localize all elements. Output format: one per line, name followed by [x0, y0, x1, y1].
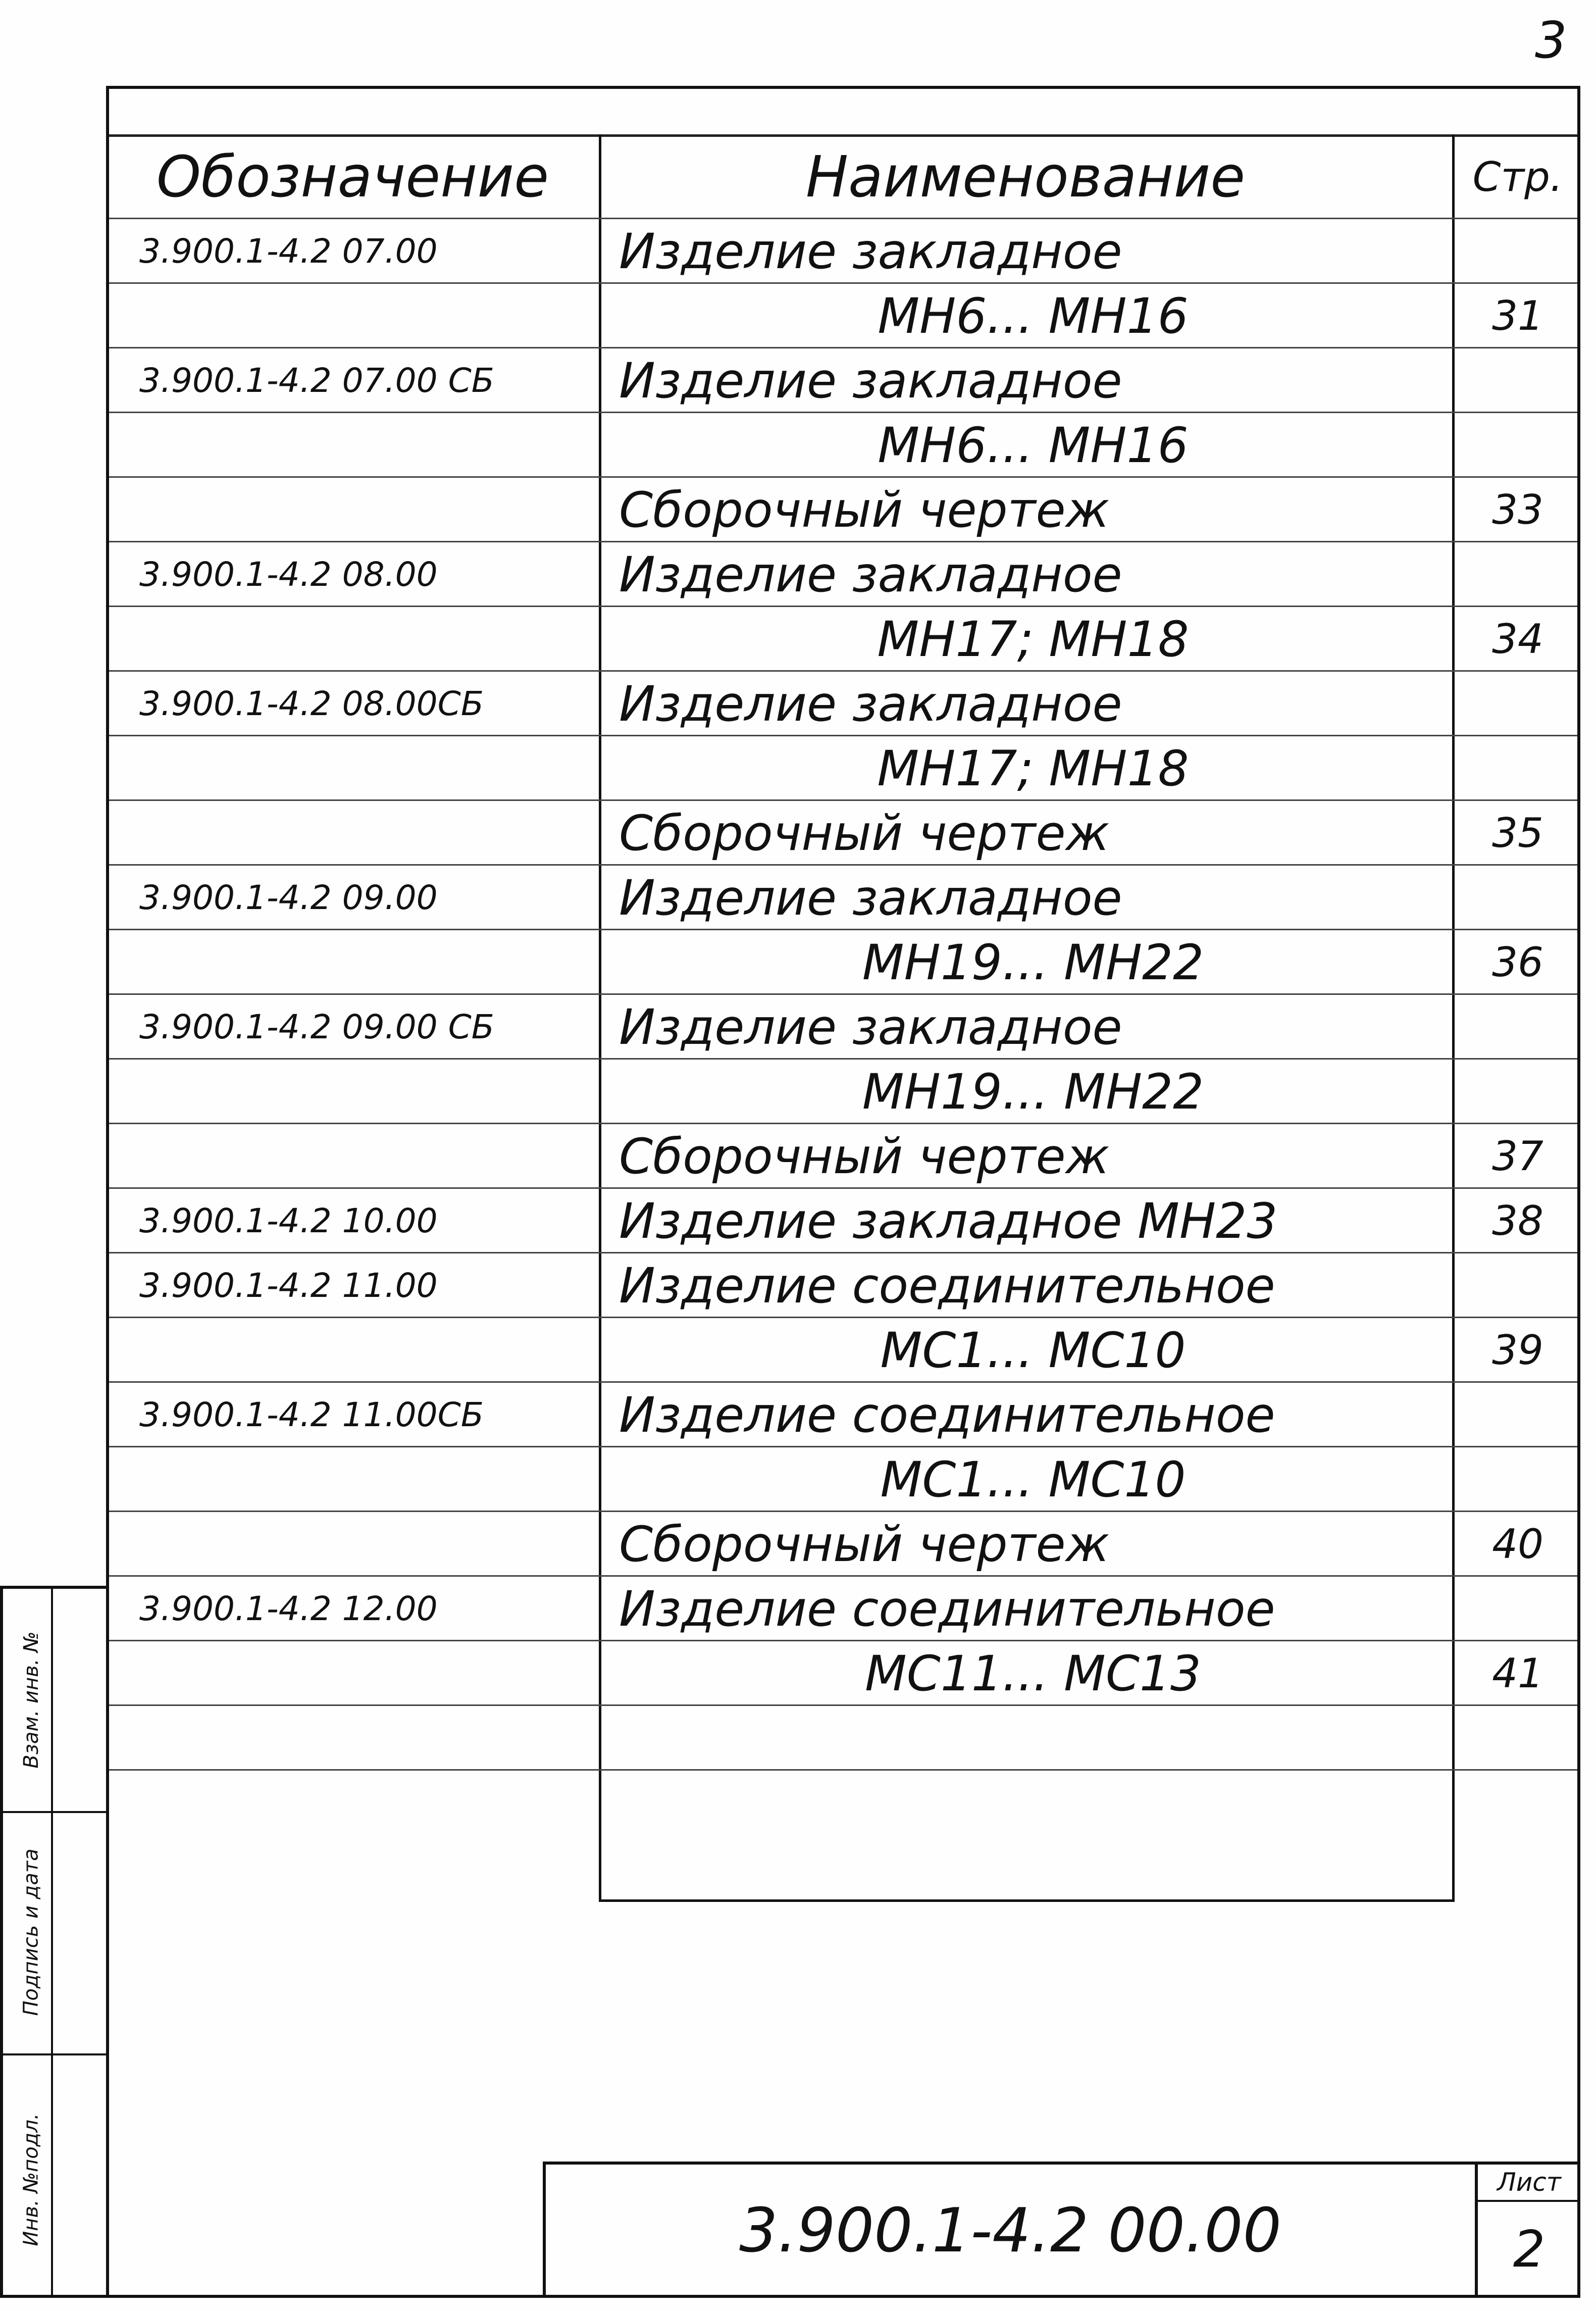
row-name: Изделие соединительное [619, 1387, 1275, 1443]
row-name: Изделие закладное [619, 676, 1122, 732]
row-designation [139, 1641, 594, 1706]
row-name: Сборочный чертеж [619, 805, 1110, 862]
table-row [109, 1575, 1577, 1641]
row-page [1467, 542, 1568, 607]
row-name: МН17; МН18 [877, 740, 1189, 797]
inventory-number-label: Инв. №подл. [19, 2113, 43, 2246]
page-number: 3 [1535, 11, 1567, 70]
table-row [109, 1446, 1577, 1512]
table-row [109, 1187, 1577, 1253]
table-row [109, 1058, 1577, 1124]
header-name: Наименование [805, 144, 1246, 210]
row-designation [139, 413, 594, 478]
table-row [109, 282, 1577, 348]
row-name: МС1... МС10 [880, 1451, 1186, 1508]
document-code: 3.900.1-4.2 00.00 [739, 2196, 1281, 2266]
row-page [1467, 1447, 1568, 1512]
row-page [1467, 1706, 1568, 1771]
side-strip-rule [3, 1811, 106, 1813]
row-designation [139, 1318, 594, 1383]
table-row [109, 1381, 1577, 1447]
row-page: 36 [1492, 939, 1543, 986]
row-name: МС1... МС10 [880, 1322, 1186, 1379]
table-row [109, 606, 1577, 672]
row-page [1467, 348, 1568, 413]
row-designation: 3.900.1-4.2 08.00 [139, 555, 438, 594]
row-designation: 3.900.1-4.2 08.00СБ [139, 684, 484, 723]
table-row [109, 1704, 1577, 1771]
row-page [1467, 995, 1568, 1060]
table-row [109, 864, 1577, 930]
table-row [109, 1769, 1577, 1835]
row-name: МН17; МН18 [877, 611, 1189, 668]
table-row [109, 1511, 1577, 1577]
row-page: 40 [1492, 1521, 1543, 1568]
row-designation [139, 284, 594, 348]
side-strip-rule [3, 2053, 106, 2055]
row-name: МН19... МН22 [862, 1064, 1204, 1120]
table-row [109, 993, 1577, 1060]
row-name: МН6... МН16 [878, 288, 1189, 344]
row-designation [139, 1771, 594, 1835]
row-designation: 3.900.1-4.2 09.00 СБ [139, 1008, 494, 1046]
row-name [619, 1771, 1447, 1835]
row-page [1467, 1577, 1568, 1641]
table-row [109, 541, 1577, 607]
row-name [619, 1706, 1447, 1771]
side-strip-divider [51, 1589, 53, 2295]
table-row [109, 799, 1577, 866]
row-name: Сборочный чертеж [619, 1516, 1110, 1573]
row-designation: 3.900.1-4.2 10.00 [139, 1201, 438, 1240]
table-row [109, 412, 1577, 478]
row-name: Изделие соединительное [619, 1581, 1275, 1637]
row-designation: 3.900.1-4.2 11.00 [139, 1266, 438, 1305]
row-page: 39 [1492, 1327, 1543, 1374]
row-page [1467, 1060, 1568, 1124]
row-name: Сборочный чертеж [619, 1128, 1110, 1185]
row-designation [139, 736, 594, 801]
table-bottom-rule [599, 1899, 1455, 1902]
row-name: Изделие закладное [619, 870, 1122, 926]
table-row [109, 1252, 1577, 1318]
row-page [1467, 866, 1568, 930]
row-page: 33 [1492, 486, 1543, 533]
row-designation: 3.900.1-4.2 11.00СБ [139, 1395, 484, 1434]
row-designation [139, 1124, 594, 1189]
table-row [109, 929, 1577, 995]
table-row [109, 1640, 1577, 1706]
row-page: 38 [1492, 1197, 1543, 1244]
signature-date-label: Подпись и дата [19, 1848, 43, 2016]
row-designation: 3.900.1-4.2 07.00 СБ [139, 361, 494, 400]
row-page [1467, 413, 1568, 478]
row-designation [139, 1706, 594, 1771]
row-name: Сборочный чертеж [619, 482, 1110, 538]
row-name: Изделие закладное [619, 546, 1122, 603]
sheet-box [1475, 2165, 1580, 2298]
row-page [1467, 1771, 1568, 1835]
sheet-label: Лист [1478, 2165, 1580, 2202]
header-page: Стр. [1472, 154, 1563, 200]
title-block [543, 2162, 1580, 2298]
row-designation [139, 478, 594, 542]
row-designation [139, 1060, 594, 1124]
table-row [109, 735, 1577, 801]
row-designation [139, 1512, 594, 1577]
table-row [109, 1317, 1577, 1383]
row-designation [139, 607, 594, 672]
row-page: 31 [1492, 292, 1543, 339]
row-name: МН6... МН16 [878, 417, 1189, 474]
row-page [1467, 1253, 1568, 1318]
row-page: 35 [1492, 810, 1543, 857]
table-row [109, 476, 1577, 542]
row-page [1467, 219, 1568, 284]
row-name: МС11... МС13 [864, 1645, 1202, 1702]
row-name: Изделие закладное МН23 [619, 1193, 1278, 1249]
row-designation [139, 930, 594, 995]
row-page [1467, 672, 1568, 736]
sheet-number: 2 [1513, 2219, 1546, 2279]
table-row [109, 218, 1577, 284]
row-page: 41 [1492, 1650, 1543, 1697]
row-designation: 3.900.1-4.2 09.00 [139, 878, 438, 917]
row-name: Изделие закладное [619, 353, 1122, 409]
row-designation [139, 801, 594, 866]
row-name: МН19... МН22 [862, 934, 1204, 991]
row-page: 37 [1492, 1133, 1543, 1180]
row-designation: 3.900.1-4.2 12.00 [139, 1589, 438, 1628]
table-row [109, 347, 1577, 413]
row-designation: 3.900.1-4.2 07.00 [139, 232, 438, 271]
row-page [1467, 1383, 1568, 1447]
row-name: Изделие соединительное [619, 1258, 1275, 1314]
row-page: 34 [1492, 616, 1543, 663]
row-page [1467, 736, 1568, 801]
replacement-inventory-label: Взам. инв. № [19, 1631, 43, 1769]
row-designation [139, 1447, 594, 1512]
table-row [109, 670, 1577, 736]
header-designation: Обозначение [156, 144, 549, 210]
row-name: Изделие закладное [619, 223, 1122, 280]
table-row [109, 1123, 1577, 1189]
side-approval-strip [0, 1586, 106, 2298]
row-name: Изделие закладное [619, 999, 1122, 1056]
drawing-frame [106, 86, 1580, 2298]
